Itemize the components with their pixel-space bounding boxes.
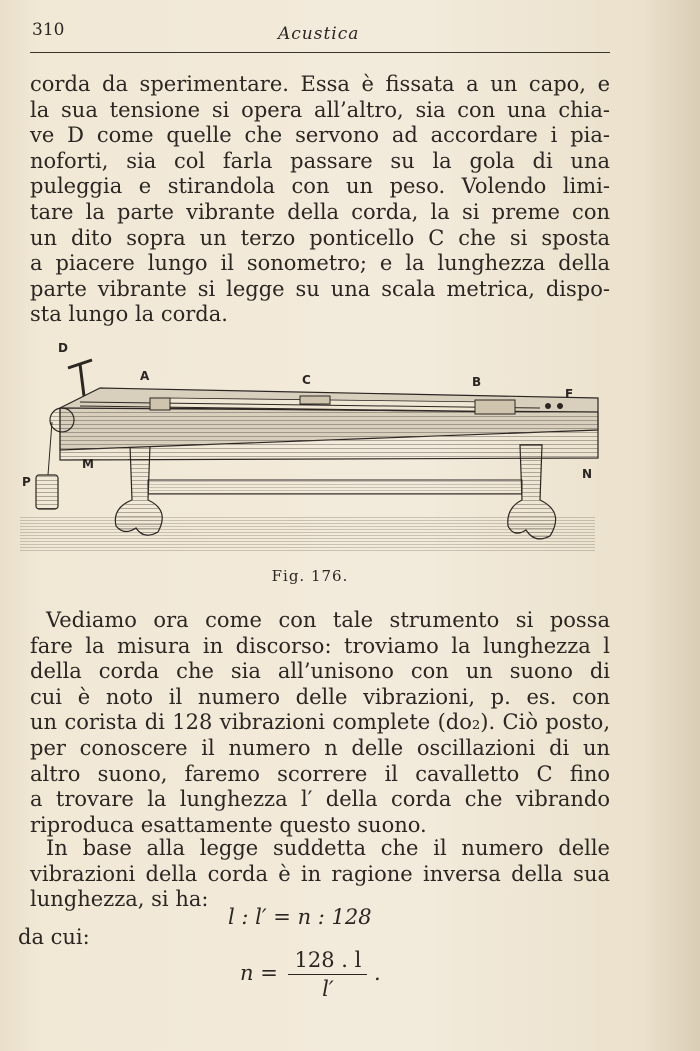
text-line: la sua tensione si opera all’altro, sia con una chia- <box>30 97 610 122</box>
text-line: un corista di 128 vibrazioni complete (do₂). Ciò posto, <box>30 710 610 735</box>
peg <box>545 403 551 409</box>
fraction-denominator: l′ <box>322 977 334 1001</box>
bridge-a <box>150 398 170 410</box>
text-line: a trovare la lunghezza l′ della corda che vibrando <box>30 787 610 812</box>
label-p: P <box>22 475 31 489</box>
weight <box>36 475 58 509</box>
formula-lhs: n = <box>240 961 278 985</box>
text-line: cui è noto il numero delle vibrazioni, p. es. con <box>30 684 610 709</box>
weight-string <box>48 422 52 475</box>
sonometer-figure <box>20 340 602 555</box>
paragraph-3 <box>30 836 610 913</box>
pulley <box>50 408 74 432</box>
label-f: F <box>565 387 574 401</box>
figure-caption: Fig. 176. <box>271 567 349 585</box>
formula-trailing: . <box>374 961 381 985</box>
running-head <box>30 18 610 53</box>
text-line: Vediamo ora come con tale strumento si possa <box>46 608 610 632</box>
text-line: a piacere lungo il sonometro; e la lunghezza della <box>30 251 610 276</box>
label-n: N <box>582 467 593 481</box>
label-d: D <box>58 341 68 355</box>
text-line: un dito sopra un terzo ponticello C che si sposta <box>30 225 610 250</box>
stretcher-bar <box>148 480 522 494</box>
key-shaft <box>80 364 84 396</box>
text-line: altro suono, faremo scorrere il cavalletto C fino <box>30 761 610 786</box>
da-cui-text: da cui: <box>18 925 90 949</box>
sonometer-illustration <box>20 340 602 555</box>
text-line: per conoscere il numero n delle oscillazioni di un <box>30 735 610 760</box>
formula-n <box>240 948 381 1001</box>
label-m: M <box>82 457 94 471</box>
paragraph-1 <box>30 72 610 328</box>
text-line: ve D come quelle che servono ad accordare i pia- <box>30 123 610 148</box>
fraction-numerator: 128 . l <box>288 948 367 975</box>
label-b: B <box>472 375 482 389</box>
label-c: C <box>302 373 311 387</box>
text-line: riproduca esattamente questo suono. <box>30 812 427 837</box>
text-line: puleggia e stirandola con un peso. Volendo limi- <box>30 174 610 199</box>
text-line: noforti, sia col farla passare su la gola di una <box>30 148 610 173</box>
formula-proportion: l : l′ = n : 128 <box>228 905 372 929</box>
text-line: parte vibrante si legge su una scala metrica, dispo- <box>30 276 610 301</box>
bridge-c <box>300 396 330 404</box>
running-title: Acustica <box>278 24 360 44</box>
peg <box>557 403 563 409</box>
text-line: fare la misura in discorso: troviamo la lunghezza l <box>30 633 610 658</box>
text-line: lunghezza, si ha: <box>30 887 209 912</box>
text-line: sta lungo la corda. <box>30 302 228 327</box>
text-line: tare la parte vibrante della corda, la si preme con <box>30 199 610 224</box>
text-line: della corda che sia all’unisono con un suono di <box>30 659 610 684</box>
text-line: corda da sperimentare. Essa è fissata a un capo, e <box>30 72 610 96</box>
page-number: 310 <box>32 20 65 40</box>
label-a: A <box>140 369 150 383</box>
paragraph-2 <box>30 608 610 838</box>
bridge-b <box>475 400 515 414</box>
text-line: In base alla legge suddetta che il numero delle <box>46 836 610 860</box>
sonometer-body <box>60 408 598 460</box>
fraction <box>288 948 367 1001</box>
text-line: vibrazioni della corda è in ragione inversa della sua <box>30 861 610 886</box>
